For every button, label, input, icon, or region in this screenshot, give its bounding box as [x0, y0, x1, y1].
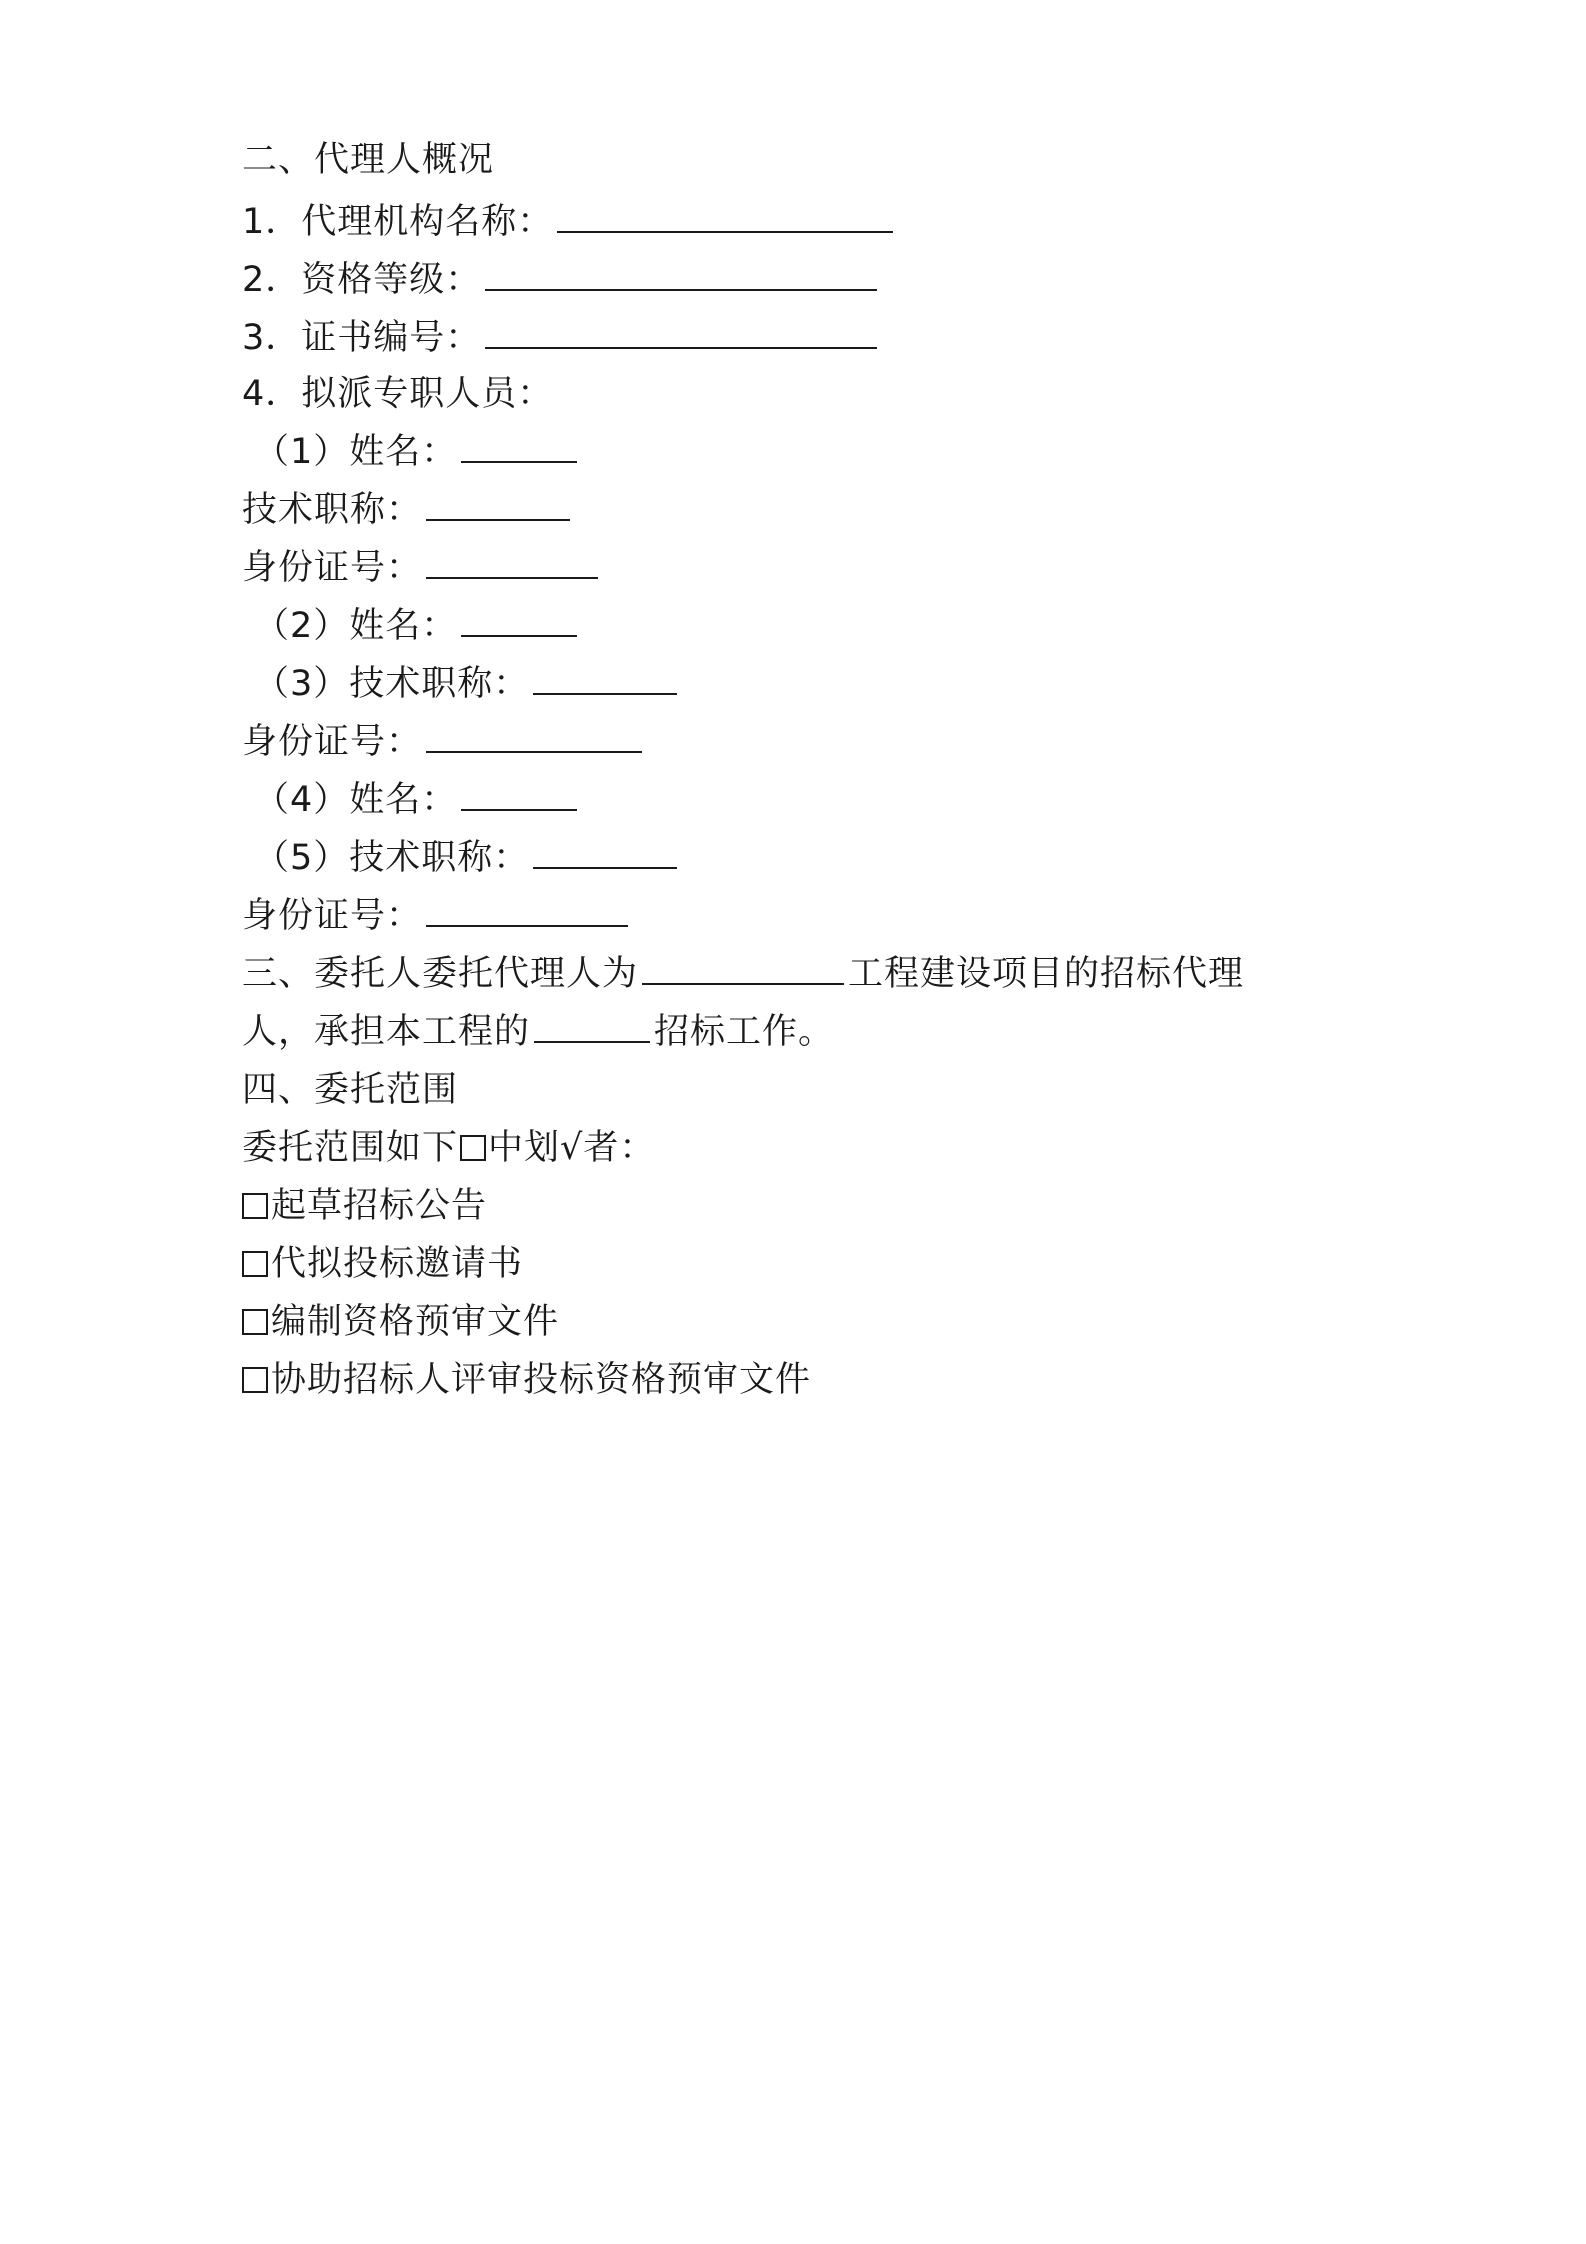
- certificate-field[interactable]: [485, 317, 877, 349]
- scope-option-4: [242, 1358, 811, 1402]
- bidding-scope-field[interactable]: [534, 1011, 650, 1043]
- scope-intro: [242, 1126, 655, 1170]
- qualification-field[interactable]: [485, 259, 877, 291]
- qualification-row: [242, 258, 877, 302]
- scope-option-1: [242, 1184, 487, 1228]
- person5-title-row: [254, 836, 677, 880]
- person1-title-label: 技术职称：: [242, 490, 423, 530]
- person2-name-label: （2）姓名：: [254, 606, 458, 646]
- staff-heading: 4．拟派专职人员：: [242, 374, 554, 414]
- person3-id-row: [242, 720, 642, 764]
- qualification-label: 2．资格等级：: [242, 260, 482, 300]
- entrust-text-c: 人，承担本工程的: [242, 1012, 531, 1052]
- person2-name-field[interactable]: [461, 605, 577, 637]
- person3-title-field[interactable]: [533, 663, 677, 695]
- person1-name-field[interactable]: [461, 431, 577, 463]
- person1-id-label: 身份证号：: [242, 548, 423, 588]
- option3-checkbox[interactable]: [242, 1309, 268, 1335]
- person5-title-label: （5）技术职称：: [254, 838, 530, 878]
- project-name-field[interactable]: [642, 953, 844, 985]
- section-heading-scope: 四、委托范围: [242, 1070, 459, 1110]
- person3-id-label: 身份证号：: [242, 722, 423, 762]
- person1-name-label: （1）姓名：: [254, 432, 458, 472]
- person1-id-field[interactable]: [426, 547, 598, 579]
- person4-name-label: （4）姓名：: [254, 780, 458, 820]
- person3-title-label: （3）技术职称：: [254, 664, 530, 704]
- certificate-row: [242, 316, 877, 360]
- person2-name-row: [254, 604, 577, 648]
- entrust-text-a: 三、委托人委托代理人为: [242, 954, 639, 994]
- person1-name-row: [254, 430, 577, 474]
- person4-name-row: [254, 778, 577, 822]
- agency-name-label: 1．代理机构名称：: [242, 202, 554, 242]
- person1-id-row: [242, 546, 598, 590]
- scope-intro-text-a: 委托范围如下: [242, 1128, 459, 1168]
- option2-checkbox[interactable]: [242, 1251, 268, 1277]
- person5-id-label: 身份证号：: [242, 896, 423, 936]
- person3-id-field[interactable]: [426, 721, 642, 753]
- agency-name-row: [242, 200, 893, 244]
- scope-option-2: [242, 1242, 523, 1286]
- option2-label: 代拟投标邀请书: [271, 1244, 524, 1284]
- entrust-line-2: [242, 1010, 834, 1054]
- scope-option-3: [242, 1300, 559, 1344]
- checkbox-sample-icon: [460, 1135, 486, 1161]
- certificate-label: 3．证书编号：: [242, 318, 482, 358]
- entrust-line-1: [242, 952, 1244, 996]
- option1-checkbox[interactable]: [242, 1193, 268, 1219]
- person3-title-row: [254, 662, 677, 706]
- option1-label: 起草招标公告: [271, 1186, 488, 1226]
- person4-name-field[interactable]: [461, 779, 577, 811]
- person1-title-field[interactable]: [426, 489, 570, 521]
- option4-checkbox[interactable]: [242, 1367, 268, 1393]
- person1-title-row: [242, 488, 570, 532]
- entrust-text-d: 招标工作。: [654, 1012, 835, 1052]
- person5-title-field[interactable]: [533, 837, 677, 869]
- agency-name-field[interactable]: [557, 201, 893, 233]
- section-heading-agent-overview: 二、代理人概况: [242, 140, 495, 180]
- option4-label: 协助招标人评审投标资格预审文件: [271, 1360, 812, 1400]
- person5-id-row: [242, 894, 628, 938]
- option3-label: 编制资格预审文件: [271, 1302, 560, 1342]
- person5-id-field[interactable]: [426, 895, 628, 927]
- entrust-text-b: 工程建设项目的招标代理: [848, 954, 1245, 994]
- scope-intro-text-b: 中划√者：: [488, 1128, 656, 1168]
